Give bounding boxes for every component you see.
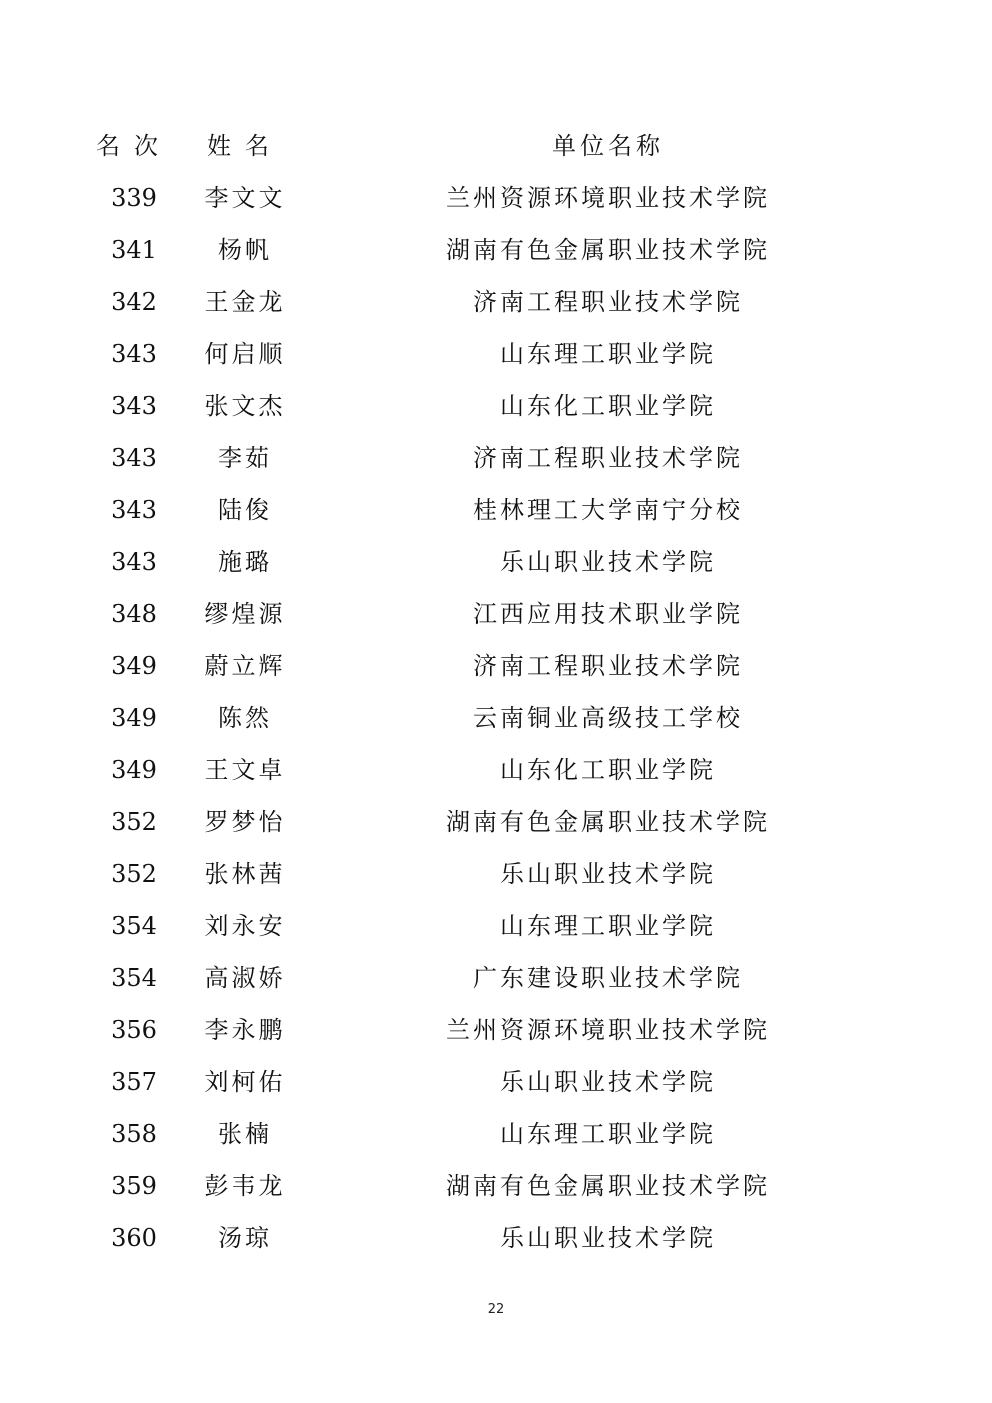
header-name: 姓名 [207, 132, 283, 160]
table-row [80, 1056, 910, 1108]
rank-cell: 352 [111, 808, 157, 836]
unit-cell: 济南工程职业技术学院 [473, 444, 743, 472]
table-body [80, 172, 910, 1264]
name-cell: 蔚立辉 [204, 652, 286, 680]
rank-cell: 358 [111, 1120, 157, 1148]
name-cell: 李永鹏 [204, 1016, 286, 1044]
name-cell: 汤琼 [218, 1224, 272, 1252]
name-cell: 罗梦怡 [204, 808, 286, 836]
table-row [80, 380, 910, 432]
unit-cell: 济南工程职业技术学院 [473, 288, 743, 316]
unit-cell: 广东建设职业技术学院 [473, 964, 743, 992]
name-cell: 张楠 [218, 1120, 272, 1148]
table-row [80, 952, 910, 1004]
table-row [80, 588, 910, 640]
rank-cell: 349 [111, 704, 157, 732]
table-row [80, 536, 910, 588]
table-row [80, 172, 910, 224]
name-cell: 缪煌源 [204, 600, 286, 628]
name-cell: 刘柯佑 [204, 1068, 286, 1096]
unit-cell: 山东化工职业学院 [500, 392, 716, 420]
unit-cell: 乐山职业技术学院 [500, 1224, 716, 1252]
name-cell: 施璐 [218, 548, 272, 576]
rank-cell: 341 [111, 236, 157, 264]
ranking-table [80, 120, 910, 1264]
table-row [80, 1004, 910, 1056]
header-rank: 名次 [96, 132, 172, 160]
unit-cell: 山东理工职业学院 [500, 912, 716, 940]
table-row [80, 1108, 910, 1160]
table-row [80, 276, 910, 328]
rank-cell: 343 [111, 548, 157, 576]
rank-cell: 342 [111, 288, 157, 316]
unit-cell: 山东化工职业学院 [500, 756, 716, 784]
rank-cell: 354 [111, 912, 157, 940]
rank-cell: 352 [111, 860, 157, 888]
table-header-row [80, 120, 910, 172]
table-row [80, 640, 910, 692]
table-row [80, 900, 910, 952]
name-cell: 高淑娇 [204, 964, 286, 992]
rank-cell: 348 [111, 600, 157, 628]
table-row [80, 484, 910, 536]
table-row [80, 432, 910, 484]
header-unit: 单位名称 [552, 132, 664, 160]
unit-cell: 乐山职业技术学院 [500, 548, 716, 576]
name-cell: 李茹 [218, 444, 272, 472]
unit-cell: 山东理工职业学院 [500, 340, 716, 368]
table-row [80, 796, 910, 848]
rank-cell: 343 [111, 392, 157, 420]
table-row [80, 224, 910, 276]
name-cell: 刘永安 [204, 912, 286, 940]
table-row [80, 1212, 910, 1264]
table-row [80, 328, 910, 380]
rank-cell: 343 [111, 444, 157, 472]
rank-cell: 356 [111, 1016, 157, 1044]
name-cell: 王金龙 [204, 288, 286, 316]
name-cell: 李文文 [204, 184, 286, 212]
name-cell: 杨帆 [218, 236, 272, 264]
unit-cell: 桂林理工大学南宁分校 [473, 496, 743, 524]
unit-cell: 济南工程职业技术学院 [473, 652, 743, 680]
name-cell: 王文卓 [204, 756, 286, 784]
unit-cell: 云南铜业高级技工学校 [473, 704, 743, 732]
name-cell: 张林茜 [204, 860, 286, 888]
rank-cell: 349 [111, 652, 157, 680]
name-cell: 陈然 [218, 704, 272, 732]
name-cell: 何启顺 [204, 340, 286, 368]
rank-cell: 349 [111, 756, 157, 784]
name-cell: 彭韦龙 [204, 1172, 286, 1200]
rank-cell: 343 [111, 340, 157, 368]
unit-cell: 兰州资源环境职业技术学院 [446, 1016, 770, 1044]
table-row [80, 692, 910, 744]
rank-cell: 343 [111, 496, 157, 524]
unit-cell: 湖南有色金属职业技术学院 [446, 808, 770, 836]
name-cell: 陆俊 [218, 496, 272, 524]
unit-cell: 山东理工职业学院 [500, 1120, 716, 1148]
rank-cell: 354 [111, 964, 157, 992]
table-row [80, 1160, 910, 1212]
name-cell: 张文杰 [204, 392, 286, 420]
table-row [80, 744, 910, 796]
rank-cell: 339 [111, 184, 157, 212]
table-row [80, 848, 910, 900]
unit-cell: 江西应用技术职业学院 [473, 600, 743, 628]
unit-cell: 乐山职业技术学院 [500, 1068, 716, 1096]
rank-cell: 357 [111, 1068, 157, 1096]
page-number: 22 [487, 1302, 505, 1317]
rank-cell: 359 [111, 1172, 157, 1200]
unit-cell: 湖南有色金属职业技术学院 [446, 236, 770, 264]
unit-cell: 乐山职业技术学院 [500, 860, 716, 888]
unit-cell: 兰州资源环境职业技术学院 [446, 184, 770, 212]
rank-cell: 360 [111, 1224, 157, 1252]
unit-cell: 湖南有色金属职业技术学院 [446, 1172, 770, 1200]
